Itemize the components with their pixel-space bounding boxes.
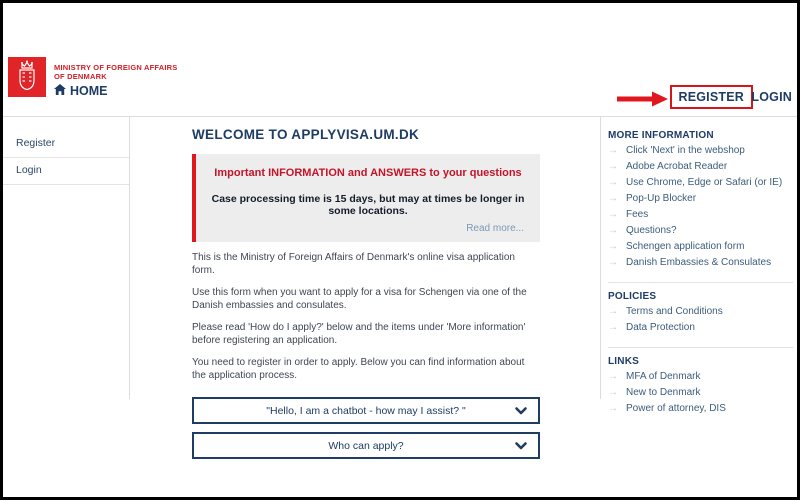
home-label: HOME [70, 84, 108, 98]
links-section [608, 347, 793, 428]
home-link[interactable] [54, 84, 108, 98]
chevron-down-icon [515, 407, 527, 414]
link-new-to-denmark[interactable]: → New to Denmark [608, 386, 701, 398]
arrow-right-icon: → [608, 193, 618, 204]
link-danish-embassies[interactable]: → Danish Embassies & Consulates [608, 256, 772, 268]
ministry-line1: MINISTRY OF FOREIGN AFFAIRS [54, 63, 178, 72]
section-heading-links: LINKS [608, 356, 639, 367]
home-icon [54, 84, 66, 98]
who-can-apply-label: Who can apply? [328, 439, 404, 452]
section-heading-more-information: MORE INFORMATION [608, 130, 714, 141]
alert-message: Case processing time is 15 days, but may at times be longer in some locations. [211, 193, 525, 217]
intro-paragraph-2: Use this form when you want to apply for a visa for Schengen via one of the Danish embassies and consulates. [192, 287, 527, 311]
arrow-right-icon: → [608, 387, 618, 398]
arrow-right-icon: → [608, 322, 618, 333]
chevron-down-icon [515, 442, 527, 449]
accordion-wrap [192, 432, 540, 459]
policies-section [608, 282, 793, 347]
link-mfa-denmark[interactable]: → MFA of Denmark [608, 370, 701, 382]
arrow-right-icon: → [608, 306, 618, 317]
link-popup-blocker[interactable]: → Pop-Up Blocker [608, 192, 697, 204]
section-heading-policies: POLICIES [608, 291, 657, 302]
right-sidebar [600, 117, 797, 414]
more-information-section [608, 130, 793, 282]
left-sidebar [3, 117, 130, 399]
link-browsers[interactable]: → Use Chrome, Edge or Safari (or IE) [608, 176, 783, 188]
arrow-right-icon: → [608, 209, 618, 220]
arrow-right-icon: → [608, 371, 618, 382]
intro-paragraph-1: This is the Ministry of Foreign Affairs of Denmark's online visa application form. [192, 252, 515, 276]
link-terms-conditions[interactable]: → Terms and Conditions [608, 305, 723, 317]
ministry-name [54, 63, 177, 81]
important-info-box [192, 154, 540, 242]
chatbot-accordion[interactable] [192, 397, 540, 424]
mfa-logo[interactable] [8, 57, 46, 97]
arrow-right-icon: → [608, 225, 618, 236]
arrow-right-icon: → [608, 177, 618, 188]
arrow-right-icon: → [608, 161, 618, 172]
header [3, 3, 797, 117]
arrow-right-icon: → [608, 241, 618, 252]
link-webshop-next[interactable]: → Click 'Next' in the webshop [608, 144, 745, 156]
link-power-of-attorney[interactable]: → Power of attorney, DIS [608, 402, 726, 414]
webpage [3, 3, 797, 452]
read-more-link[interactable]: Read more... [466, 223, 524, 234]
coat-of-arms-icon [14, 59, 40, 96]
main-content [192, 117, 540, 459]
arrow-right-icon: → [608, 145, 618, 156]
accordion-group [192, 397, 540, 459]
link-fees[interactable]: → Fees [608, 208, 649, 220]
link-data-protection[interactable]: → Data Protection [608, 321, 695, 333]
link-schengen-form[interactable]: → Schengen application form [608, 240, 745, 252]
who-can-apply-accordion[interactable] [192, 432, 540, 459]
register-button[interactable]: REGISTER [670, 85, 754, 109]
intro-paragraph-3: Please read 'How do I apply?' below and the items under 'More information' before registering an application. [192, 322, 526, 346]
arrow-right-icon: → [608, 257, 618, 268]
chatbot-accordion-label: "Hello, I am a chatbot - how may I assist? " [266, 404, 466, 417]
link-adobe-acrobat[interactable]: → Adobe Acrobat Reader [608, 160, 728, 172]
sidebar-item-login[interactable]: Login [3, 158, 129, 185]
login-button[interactable]: LOGIN [751, 90, 792, 104]
ministry-line2: OF DENMARK [54, 72, 107, 81]
alert-title: Important INFORMATION and ANSWERS to your questions [214, 167, 522, 179]
arrow-right-icon: → [608, 403, 618, 414]
page-title: WELCOME TO APPLYVISA.UM.DK [192, 127, 420, 142]
sidebar-item-register[interactable]: Register [3, 131, 129, 158]
annotation-arrow-icon [616, 91, 668, 112]
intro-paragraph-4: You need to register in order to apply. Below you can find information about the application process. [192, 357, 525, 381]
link-questions[interactable]: → Questions? [608, 224, 677, 236]
